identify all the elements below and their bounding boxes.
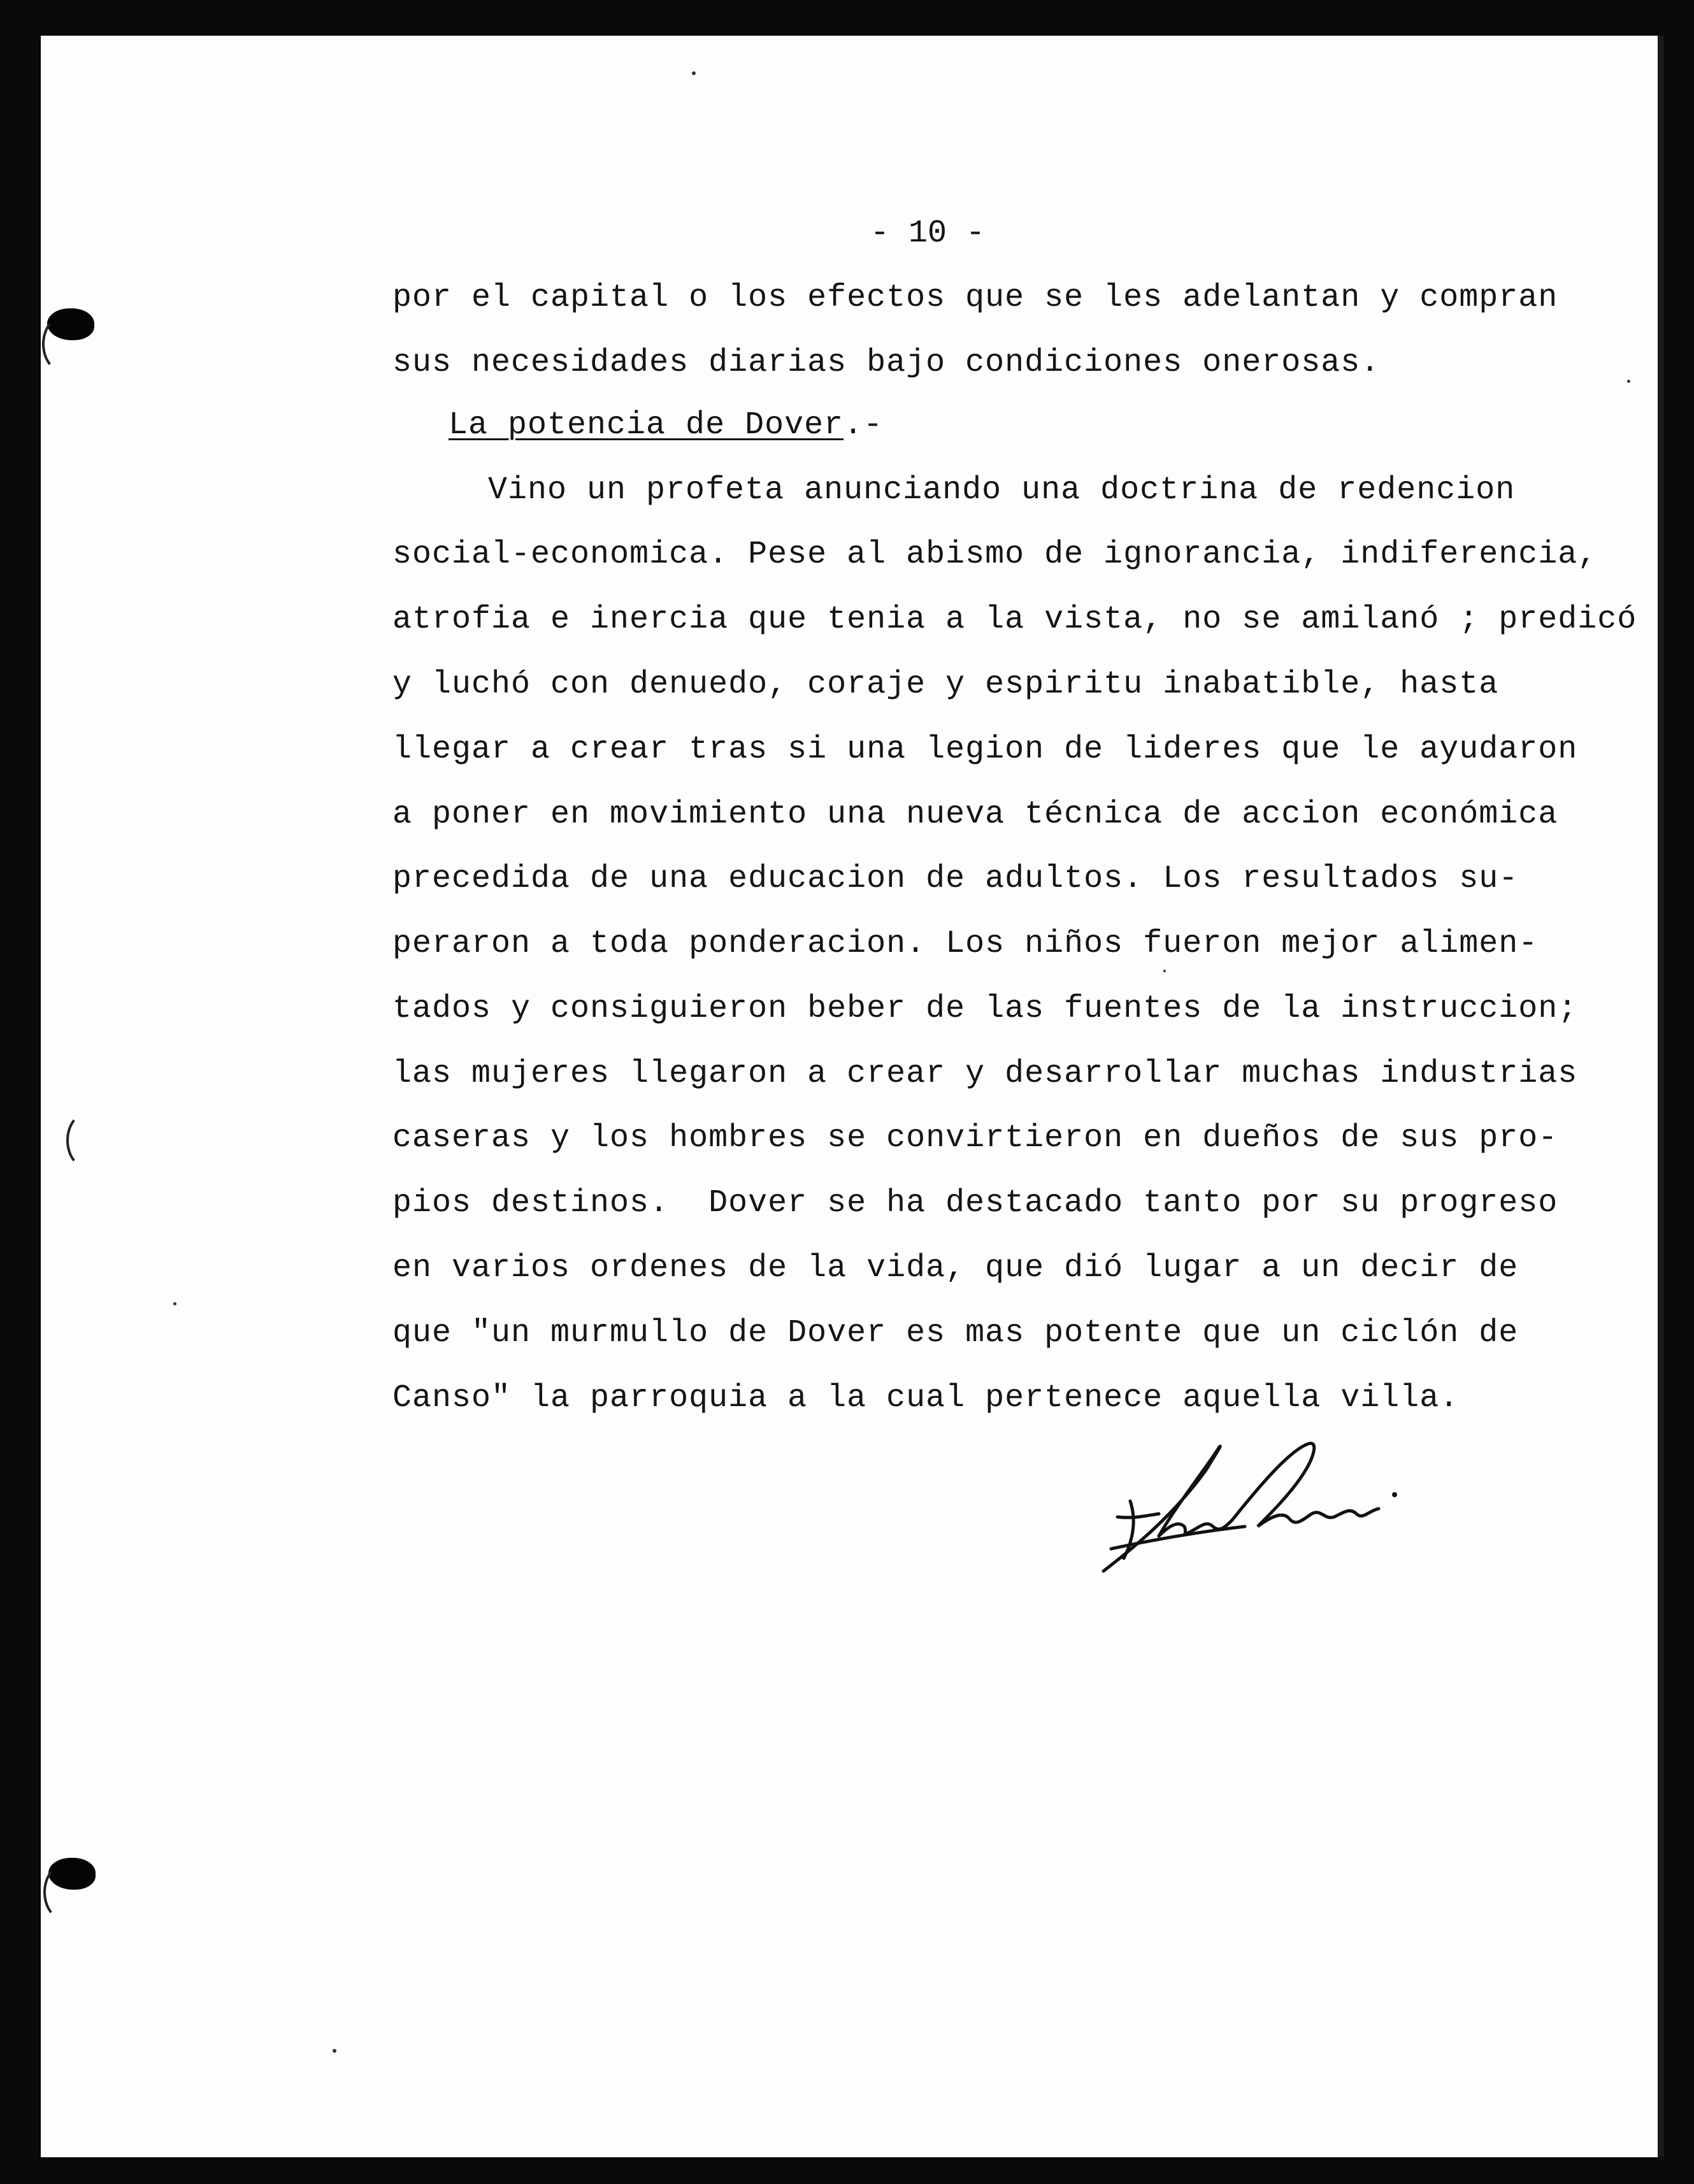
text-line: tados y consiguieron beber de las fuentes de la instruccion; [392,991,1578,1027]
text-line: pios destinos. Dover se ha destacado tanto por su progreso [392,1185,1558,1221]
text-line: por el capital o los efectos que se les adelantan y compran [392,280,1558,316]
text-line: peraron a toda ponderacion. Los niños fueron mejor alimen- [392,926,1539,962]
text-line: en varios ordenes de la vida, que dió lugar a un decir de [392,1250,1519,1286]
text-line: las mujeres llegaron a crear y desarrollar muchas industrias [392,1056,1578,1092]
text-line: sus necesidades diarias bajo condiciones onerosas. [392,345,1381,381]
text-line: llegar a crear tras si una legion de lideres que le ayudaron [392,731,1578,768]
punch-hole-middle-arc [66,1112,107,1168]
text-line: atrofia e inercia que tenia a la vista, no se amilanó ; predicó [392,601,1637,638]
signature-icon [1098,1431,1455,1584]
text-line: y luchó con denuedo, coraje y espiritu inabatible, hasta [392,666,1499,703]
paragraph-first-line: Vino un profeta anunciando una doctrina de redencion [488,472,1516,508]
paper-speck [173,1302,176,1305]
punch-hole-top-arc [42,316,83,372]
section-heading-suffix: .- [843,407,884,443]
text-line: que "un murmullo de Dover es mas potente que un ciclón de [392,1315,1519,1351]
text-line: caseras y los hombres se convirtieron en dueños de sus pro- [392,1120,1558,1156]
paper-speck [692,71,696,75]
document-page [41,36,1664,2157]
punch-hole-bottom-arc [43,1864,84,1920]
text-line: social-economica. Pese al abismo de ignorancia, indiferencia, [392,536,1598,573]
section-heading-title: La potencia de Dover [449,407,844,443]
paper-speck [1627,380,1630,383]
text-line: a poner en movimiento una nueva técnica de accion económica [392,796,1558,833]
page-number: - 10 - [870,215,986,252]
section-heading [449,407,883,443]
text-line: Canso" la parroquia a la cual pertenece aquella villa. [392,1380,1460,1416]
paper-speck [1163,970,1166,972]
text-line: precedida de una educacion de adultos. Los resultados su- [392,861,1519,897]
paper-speck [333,2049,336,2053]
